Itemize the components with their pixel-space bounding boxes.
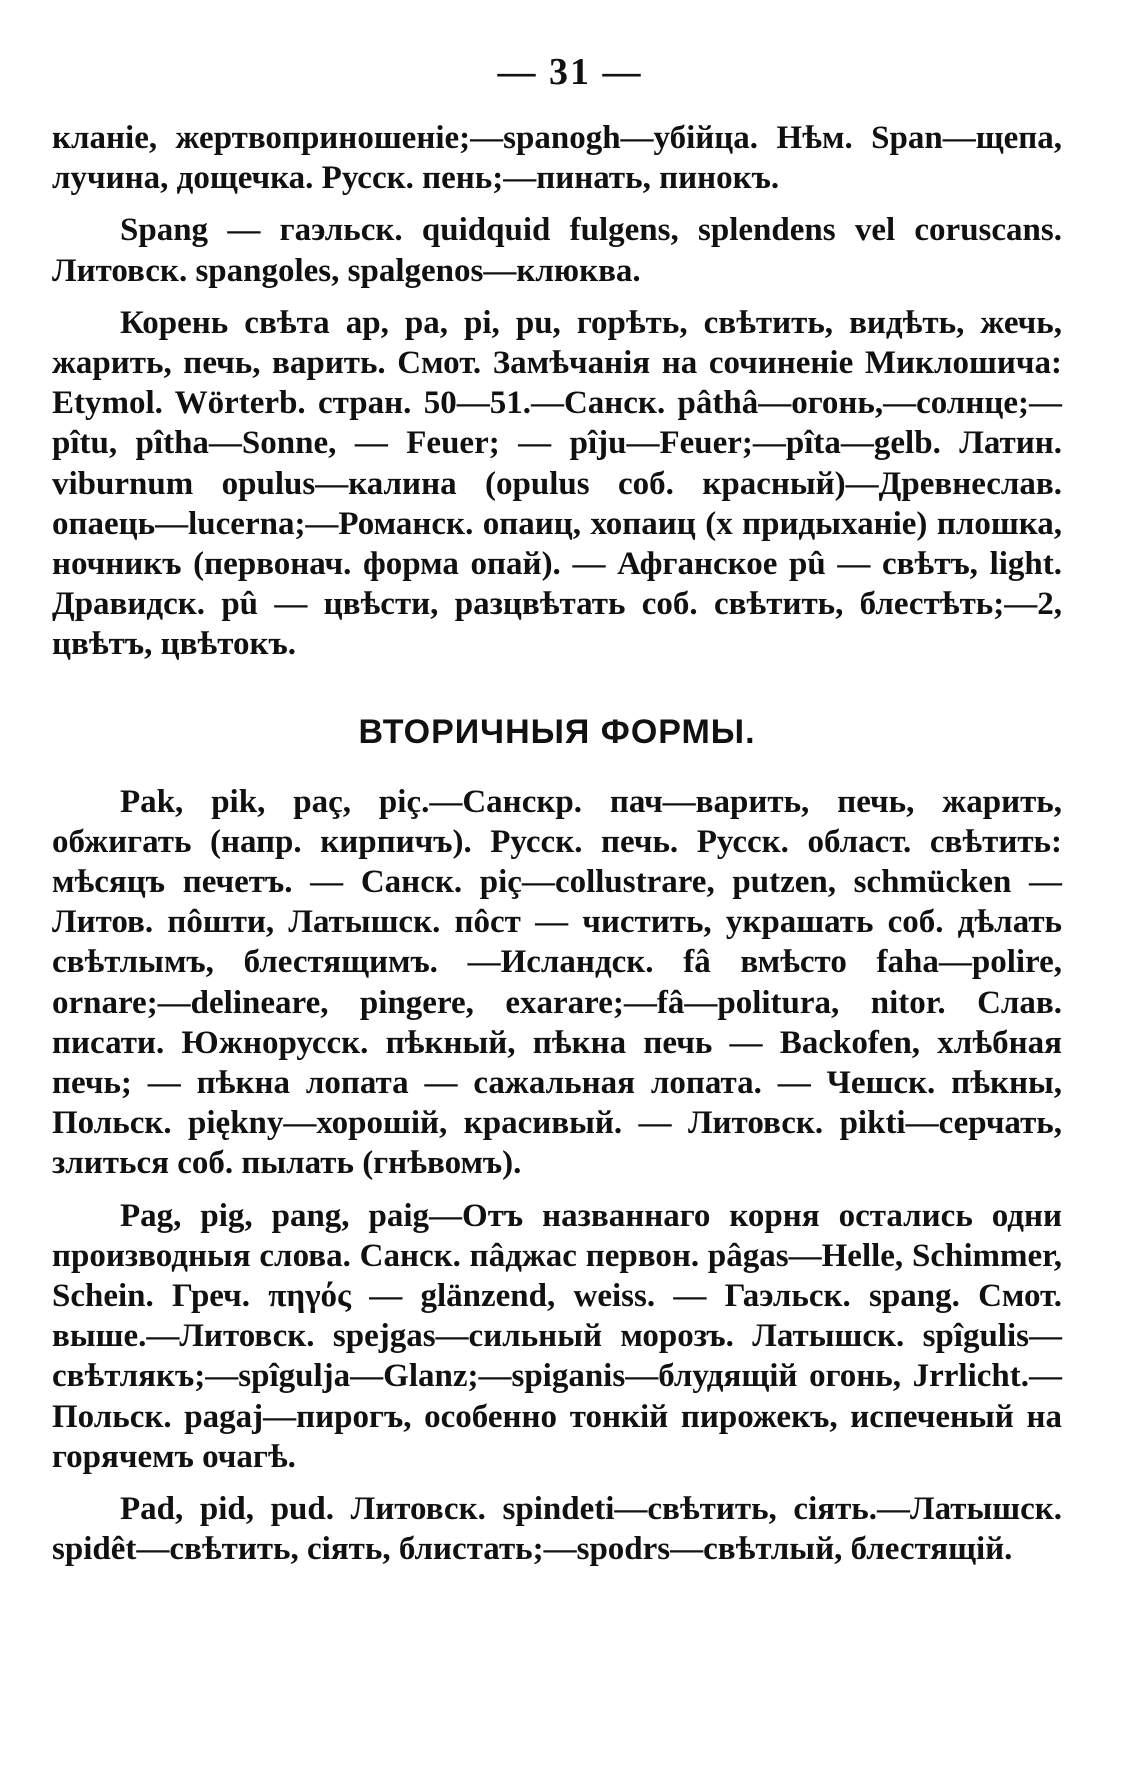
- paragraph-3: Корень свѣта ар, ра, pi, pu, горѣть, свѣтить, видѣть, жечь, жарить, печь, варить. Смот. Замѣчанія на сочиненіе Миклошича: Etymol. Wörterb. стран. 50—51.—Санск. pâthâ—огонь,—солнце;—pîtu, pîtha—Sonne, — Feuer; — pîju—Feuer;—pîta—gelb. Латин. viburnum opulus—калина (opulus соб. красный)—Древнеслав. опаець—lucerna;—Романск. опаиц, хопаиц (х придыханіе) плошка, ночникъ (первонач. форма опай). — Афганское рû — свѣтъ, light. Дравидск. рû — цвѣсти, разцвѣтать соб. свѣтить, блестѣть;—2, цвѣтъ, цвѣтокъ.: [52, 304, 1062, 663]
- paragraph-2: Spang — гаэльск. quidquid fulgens, splendens vel coruscans. Литовск. spangoles, spalgenos—клюква.: [52, 212, 1062, 289]
- paragraph-4: Pak, pik, paç, piç.—Санскр. пач—варить, печь, жарить, обжигать (напр. кирпичъ). Русск. печь. Русск. област. свѣтить: мѣсяцъ печетъ. — Санск. piç—collustrare, putzen, schmücken — Литов. пôшти, Латышск. пôст — чистить, украшать соб. дѣлать свѣтлымъ, блестящимъ. —Исландск. fâ вмѣсто faha—polire, ornare;—delineare, pingere, exarare;—fâ—politura, nitor. Слав. писати. Южнорусск. пѣкный, пѣкна печь — Backofen, хлѣбная печь; — пѣкна лопата — сажальная лопата. — Чешск. пѣкны, Польск. piękny—хорошій, красивый. — Литовск. pikti—серчать, злиться соб. пылать (гнѣвомъ).: [52, 783, 1062, 1182]
- paragraph-5: Pag, pig, pang, paig—Отъ названнаго корня остались одни производныя слова. Санск. пâджас первон. pâgas—Helle, Schimmer, Schein. Греч. πηγός — glänzend, weiss. — Гаэльск. spang. Смот. выше.—Литовск. spejgas—сильный морозъ. Латышск. spîgulis—свѣтлякъ;—spîgulja—Glanz;—spiganis—блудящій огонь, Jrrlicht.—Польск. pagaj—пирогъ, особенно тонкій пирожекъ, испеченый на горячемъ очагѣ.: [52, 1197, 1062, 1475]
- paragraph-6: Pad, pid, pud. Литовск. spindeti—свѣтить, сіять.—Латышск. spidêt—свѣтить, сіять, блистать;—spodrs—свѣтлый, блестящій.: [52, 1491, 1062, 1568]
- page-number: — 31 —: [497, 51, 643, 93]
- paragraph-1: кланіе, жертвоприношеніе;—spanogh—убійца. Нѣм. Span—щепа, лучина, дощечка. Русск. пень;—пинать, пинокъ.: [52, 120, 1062, 197]
- section-heading: ВТОРИЧНЫЯ ФОРМЫ.: [358, 712, 756, 751]
- body-text: [52, 118, 1062, 1570]
